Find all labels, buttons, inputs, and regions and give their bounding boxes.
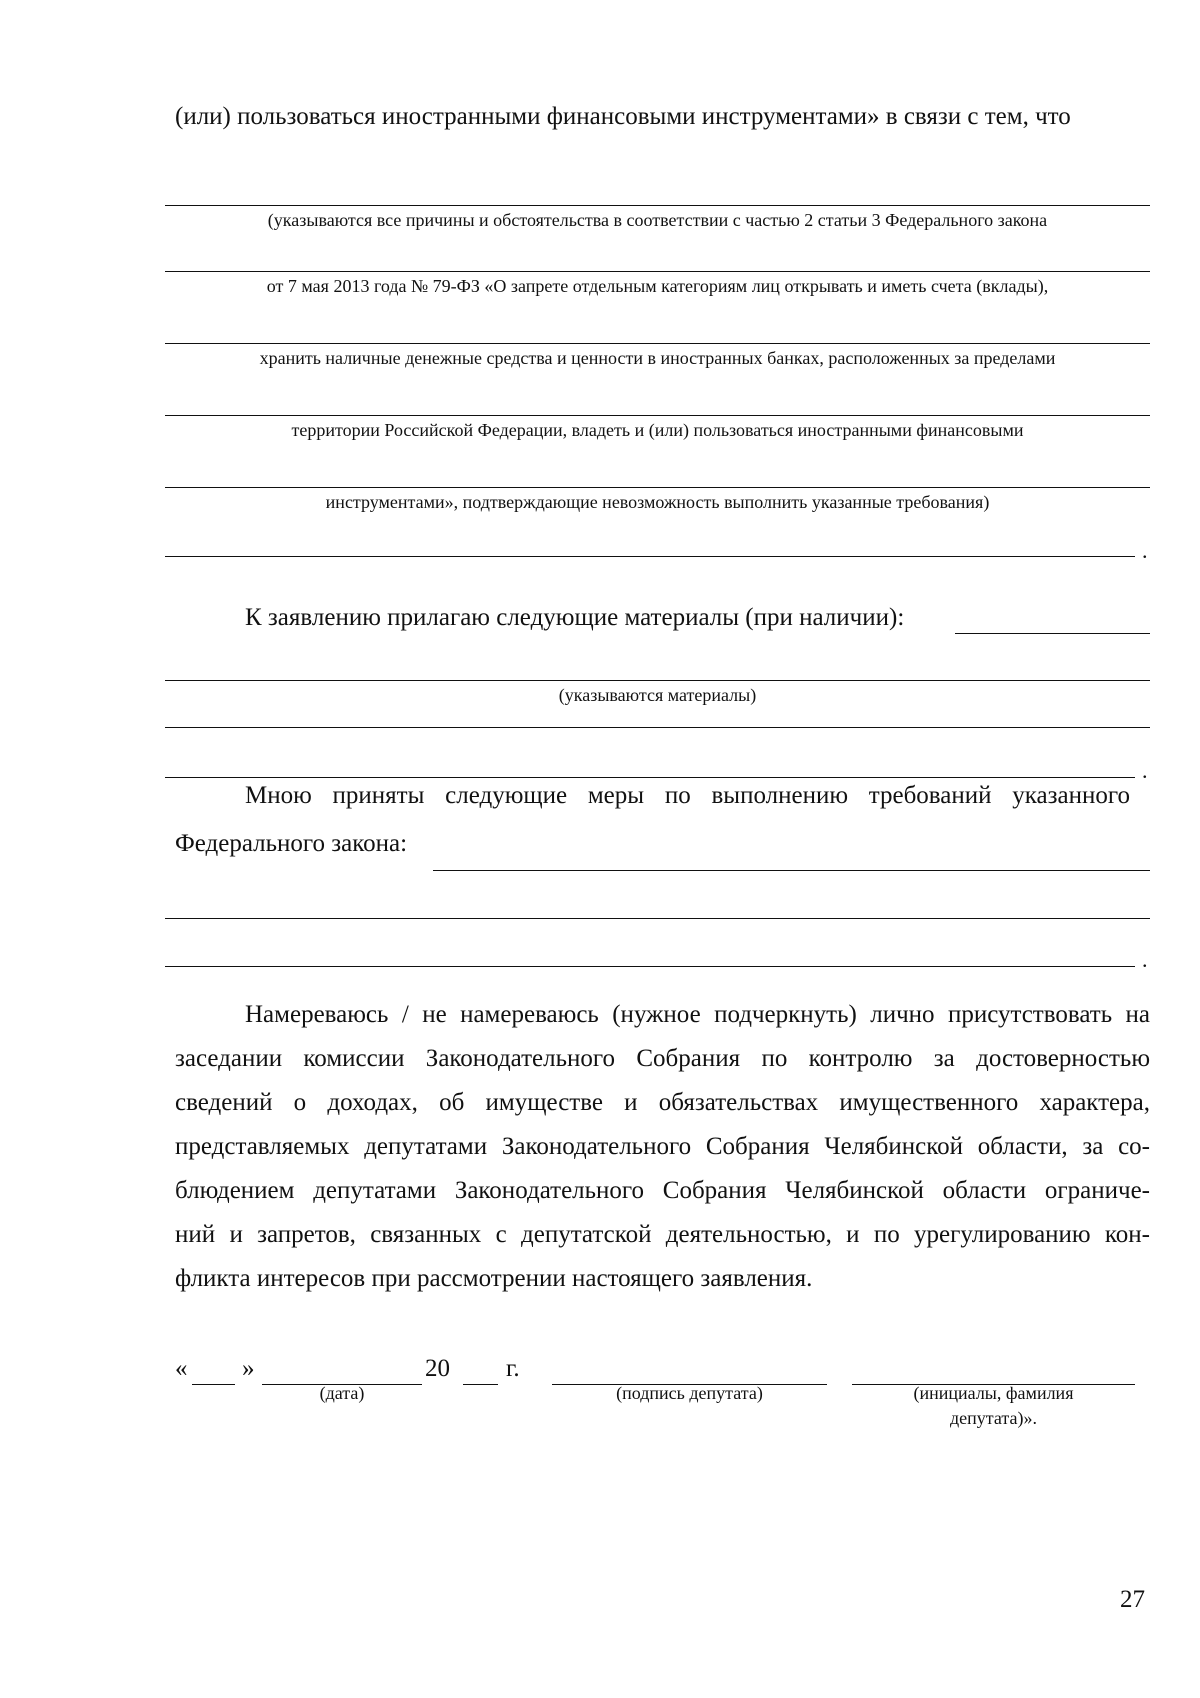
reason-blank-2[interactable] [165,271,1150,272]
name-hint-line-1: (инициалы, фамилия [913,1383,1074,1403]
reason-hint-1: (указываются все причины и обстоятельства в соответствии с частью 2 статьи 3 Федерального закона [267,210,1048,230]
period-mark: . [1142,758,1148,783]
materials-blank-1[interactable] [165,680,1150,681]
page-number: 27 [1120,1586,1145,1613]
measures-blank-1[interactable] [165,918,1150,919]
measures-line-1: Мною приняты следующие меры по выполнению требований указанного [245,782,1130,809]
intent-line-2: заседании комиссии Законодательного Собрания по контролю за достоверностью [175,1045,1150,1072]
materials-blank-2[interactable] [165,727,1150,728]
year-prefix: 20 [425,1355,450,1382]
measures-blank-inline[interactable] [433,870,1150,871]
intent-line-6: ний и запретов, связанных с депутатской деятельностью, и по урегулированию кон- [175,1221,1150,1248]
reason-hint-5: инструментами», подтверждающие невозможность выполнить указанные требования) [325,492,990,512]
year-suffix: г. [506,1355,520,1382]
period-mark: . [1142,947,1148,972]
intro-line: (или) пользоваться иностранными финансовыми инструментами» в связи с тем, что [175,103,1071,130]
materials-hint: (указываются материалы) [558,685,757,705]
measures-blank-2[interactable] [165,966,1135,967]
quote-close: » [242,1355,255,1382]
year-blank[interactable] [463,1384,498,1385]
intent-line-7: фликта интересов при рассмотрении настоящего заявления. [175,1265,813,1292]
quote-open: « [175,1355,188,1382]
materials-blank-3[interactable] [165,777,1135,778]
reason-blank-1[interactable] [165,205,1150,206]
intent-line-3: сведений о доходах, об имуществе и обязательствах имущественного характера, [175,1089,1150,1116]
reason-hint-2: от 7 мая 2013 года № 79-ФЗ «О запрете отдельным категориям лиц открывать и иметь счета (вклады), [266,276,1049,296]
reason-blank-5[interactable] [165,487,1150,488]
intent-line-4: представляемых депутатами Законодательного Собрания Челябинской области, за со- [175,1133,1150,1160]
materials-blank-inline[interactable] [955,633,1150,634]
reason-blank-4[interactable] [165,415,1150,416]
reason-blank-3[interactable] [165,343,1150,344]
reason-blank-6[interactable] [165,556,1135,557]
reason-hint-3: хранить наличные денежные средства и ценности в иностранных банках, расположенных за пределами [259,348,1056,368]
date-hint: (дата) [319,1383,365,1403]
day-blank[interactable] [192,1384,235,1385]
name-hint-line-2: депутата)». [950,1408,1037,1428]
intent-line-5: блюдением депутатами Законодательного Собрания Челябинской области ограниче- [175,1177,1150,1204]
materials-label: К заявлению прилагаю следующие материалы (при наличии): [245,604,905,631]
reason-hint-4: территории Российской Федерации, владеть и (или) пользоваться иностранными финансовыми [291,420,1024,440]
measures-line-2: Федерального закона: [175,830,408,857]
signature-hint: (подпись депутата) [616,1383,763,1403]
intent-paragraph [175,993,1150,1301]
period-mark: . [1142,538,1148,563]
intent-line-1: Намереваюсь / не намереваюсь (нужное подчеркнуть) лично присутствовать на [245,1001,1150,1028]
